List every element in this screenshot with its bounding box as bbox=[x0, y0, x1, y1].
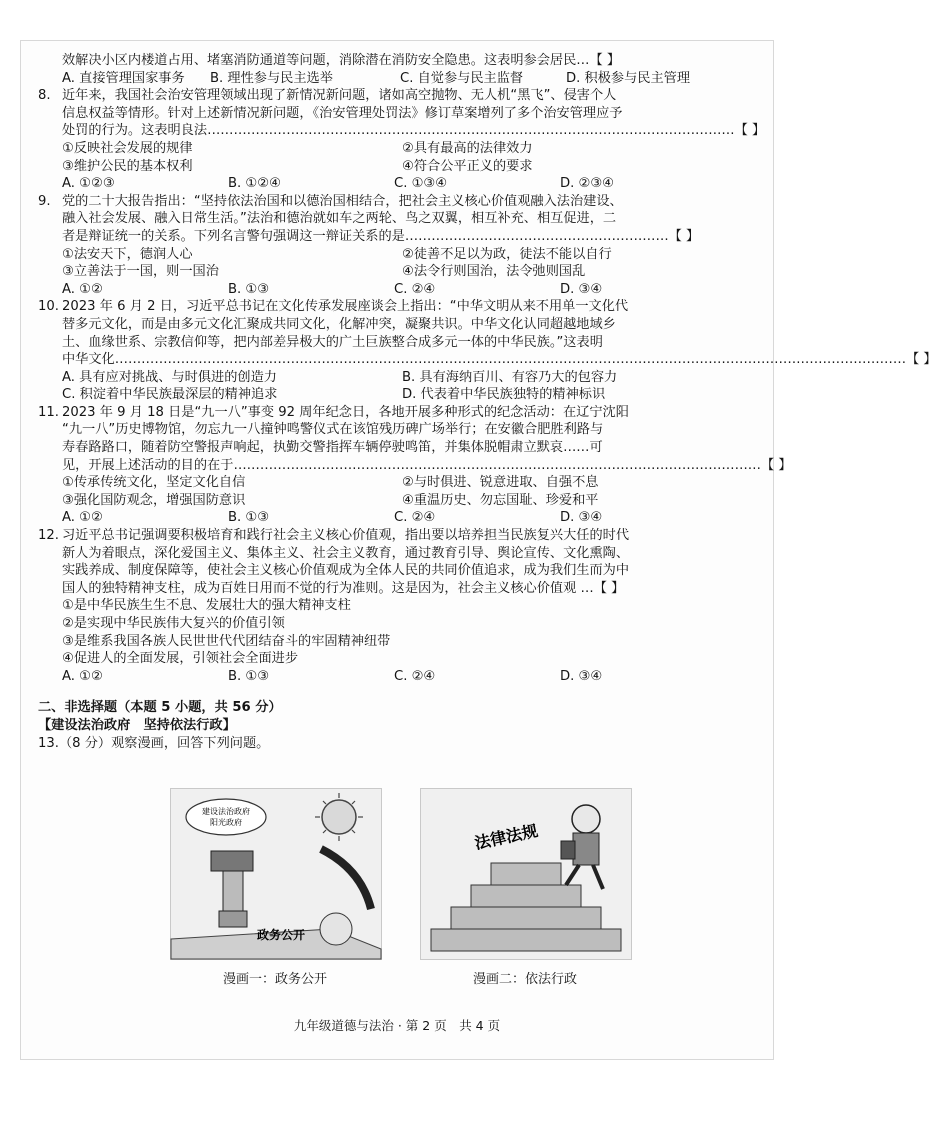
cartoon-2-caption: 漫画二：依法行政 bbox=[472, 972, 577, 987]
item: ②徒善不足以为政，徒法不能以自行 bbox=[402, 246, 612, 262]
question-number: 9. bbox=[38, 193, 51, 209]
q11-stem-line: 寿春路路口，随着防空警报声响起，执勤交警指挥车辆停驶鸣笛，并集体脱帽肃立默哀……可 bbox=[62, 440, 603, 456]
option-a: A. ①② bbox=[62, 281, 103, 297]
q10-options bbox=[38, 369, 754, 387]
q11-options bbox=[38, 509, 754, 527]
question-content bbox=[38, 52, 937, 752]
option-d: D. ③④ bbox=[560, 510, 603, 526]
option-a: A. 具有应对挑战、与时俱进的创造力 bbox=[62, 369, 277, 385]
question-number: 12. bbox=[38, 528, 59, 544]
cartoon-2-image bbox=[420, 788, 632, 960]
option-a: A. ①② bbox=[62, 668, 103, 684]
option-c: C. ②④ bbox=[394, 281, 436, 297]
svg-text:政务公开: 政务公开 bbox=[256, 928, 306, 942]
leader-dots: …………………………………………………… bbox=[207, 123, 471, 139]
man-head bbox=[572, 805, 600, 833]
q10-stem-line: 土、血缘世系、宗教信仰等，把内部差异极大的广土巨族整合成多元一体的中华民族。”这表明 bbox=[62, 334, 603, 350]
leader-dots: …………………………………………………… bbox=[233, 457, 498, 473]
leader-dots: …………………………………………………… bbox=[642, 352, 906, 368]
leader-dots: …………………………………………………… bbox=[470, 123, 735, 139]
q12-stem-line: 实践养成、制度保障等，使社会主义核心价值观成为全体人民的共同价值追求，成为我们生而为中 bbox=[62, 563, 630, 579]
item: ③是维系我国各族人民世世代代团结奋斗的牢固精神纽带 bbox=[62, 633, 391, 649]
q9-items bbox=[38, 246, 754, 264]
item: ①反映社会发展的规律 bbox=[62, 140, 193, 156]
q13-stem: 13.（8 分）观察漫画，回答下列问题。 bbox=[38, 735, 270, 751]
q8-items bbox=[38, 158, 754, 176]
q9-items bbox=[38, 263, 754, 281]
answer-bracket: 【 】 bbox=[760, 457, 792, 473]
answer-bracket: 【 】 bbox=[668, 228, 700, 244]
q7-options bbox=[38, 70, 754, 88]
item: ③维护公民的基本权利 bbox=[62, 158, 193, 174]
option-b: B. ①③ bbox=[228, 510, 270, 526]
item: ④重温历史、勿忘国耻、珍爱和平 bbox=[402, 492, 599, 508]
q9-stem: 9. 党的二十大报告指出：“坚持依法治国和以德治国相结合，把社会主义核心价值观融入法治建设、 bbox=[38, 193, 623, 209]
option-c: C. 积淀着中华民族最深层的精神追求 bbox=[62, 387, 278, 403]
question-number: 11. bbox=[38, 404, 59, 420]
item: ②是实现中华民族伟大复兴的价值引领 bbox=[62, 616, 285, 631]
item: ④促进人的全面发展，引领社会全面进步 bbox=[62, 651, 299, 667]
q12-stem-line: 新人为着眼点，深化爱国主义、集体主义、社会主义教育，通过教育引导、舆论宣传、文化熏陶、 bbox=[62, 545, 630, 561]
option-b: B. ①②④ bbox=[228, 176, 281, 192]
option-a: A. ①② bbox=[62, 510, 103, 526]
q8-stem: 8. 近年来，我国社会治安管理领域出现了新情况新问题，诸如高空抛物、无人机“黑飞”、侵害个人 bbox=[38, 88, 617, 104]
option-c: C. 自觉参与民主监督 bbox=[400, 70, 524, 86]
q11-stem-line: “九一八”历史博物馆，勿忘九一八撞钟鸣警仪式在该馆残历碑广场举行；在安徽合肥胜利路与 bbox=[62, 422, 604, 438]
option-c: C. ②④ bbox=[394, 510, 436, 526]
item: ③强化国防观念，增强国防意识 bbox=[62, 492, 246, 508]
svg-text:法律法规: 法律法规 bbox=[472, 821, 540, 853]
q12-options bbox=[38, 668, 754, 686]
item: ③立善法于一国，则一国治 bbox=[62, 264, 219, 280]
q10-stem: 10. 2023 年 6 月 2 日，习近平总书记在文化传承发展座谈会上指出：“中华文明从来不用单一文化代 bbox=[38, 299, 629, 315]
question-number: 10. bbox=[38, 299, 59, 315]
q11-stem: 11. 2023 年 9 月 18 日是“九一八”事变 92 周年纪念日，各地开展多种形式的纪念活动：在辽宁沈阳 bbox=[38, 404, 629, 420]
leader-dots: …………………………………………………… bbox=[497, 457, 761, 473]
cartoon-1-drawing bbox=[171, 789, 381, 959]
q9-options bbox=[38, 281, 754, 299]
option-b: B. ①③ bbox=[228, 281, 270, 297]
item: ①法安天下，德润人心 bbox=[62, 246, 193, 262]
q8-stem-line: 处罚的行为。这表明良法…………………………………………………………………………………………………………【 】 bbox=[62, 123, 766, 139]
option-a: A. ①②③ bbox=[62, 176, 115, 192]
sun-icon bbox=[322, 800, 356, 834]
theme-heading: 【建设法治政府 坚持依法行政】 bbox=[38, 717, 236, 733]
leader-dots: …………………………………………………… bbox=[404, 228, 669, 244]
item: ①是中华民族生生不息、发展壮大的强大精神支柱 bbox=[62, 598, 351, 614]
option-d: D. 代表着中华民族独特的精神标识 bbox=[402, 387, 606, 403]
q8-stem-line: 信息权益等情形。针对上述新情况新问题，《治安管理处罚法》修订草案增列了多个治安管理应予 bbox=[62, 105, 623, 121]
svg-text:阳光政府: 阳光政府 bbox=[210, 818, 242, 827]
option-c: C. ②④ bbox=[394, 668, 436, 684]
svg-text:建设法治政府: 建设法治政府 bbox=[202, 807, 250, 816]
cartoon-1-caption: 漫画一：政务公开 bbox=[222, 972, 327, 987]
q12-stem-line: 国人的独特精神支柱，成为百姓日用而不觉的行为准则。这是因为，社会主义核心价值观 …【 】 bbox=[62, 580, 625, 596]
q10-options bbox=[38, 386, 754, 404]
question-number: 8. bbox=[38, 88, 51, 104]
option-d: D. ②③④ bbox=[560, 176, 615, 192]
option-d: D. 积极参与民主管理 bbox=[566, 70, 691, 86]
q8-options bbox=[38, 175, 754, 193]
q9-stem-line: 者是辩证统一的关系。下列名言警句强调这一辩证关系的是……………………………………………………【 】 bbox=[62, 228, 700, 244]
leader-dots: …………………………………………………… bbox=[114, 352, 379, 368]
leader-dots: …………………………………………………… bbox=[378, 352, 643, 368]
q11-items bbox=[38, 492, 754, 510]
answer-bracket: 【 】 bbox=[593, 580, 625, 596]
cartoon-area bbox=[170, 788, 640, 993]
item: ①传承传统文化，坚定文化自信 bbox=[62, 475, 246, 491]
q9-stem-line: 融入社会发展、融入日常生活。”法治和德治就如车之两轮、鸟之双翼，相互补充、相互促进，二 bbox=[62, 211, 617, 227]
answer-bracket: 【 】 bbox=[906, 352, 937, 368]
cartoon-1-image bbox=[170, 788, 382, 960]
speech-bubble bbox=[186, 799, 266, 835]
item: ④法令行则国治，法令弛则国乱 bbox=[402, 264, 586, 280]
option-b: B. ①③ bbox=[228, 668, 270, 684]
page-footer: 九年级道德与法治 · 第 2 页 共 4 页 bbox=[293, 1018, 501, 1033]
item: ②与时俱进、锐意进取、自强不息 bbox=[402, 475, 599, 491]
cartoon-2-drawing bbox=[421, 789, 631, 959]
option-b: B. 理性参与民主选举 bbox=[210, 70, 333, 86]
answer-bracket: 【 】 bbox=[734, 123, 766, 139]
q8-items bbox=[38, 140, 754, 158]
answer-bracket: 【 】 bbox=[589, 53, 621, 68]
option-a: A. 直接管理国家事务 bbox=[62, 70, 185, 86]
q12-stem: 12. 习近平总书记强调要积极培育和践行社会主义核心价值观，指出要以培养担当民族复兴大任的时代 bbox=[38, 528, 630, 544]
briefcase-icon bbox=[561, 841, 575, 859]
option-d: D. ③④ bbox=[560, 281, 603, 297]
q11-stem-line: 见，开展上述活动的目的在于…………………………………………………………………………………………………………【 】 bbox=[62, 457, 792, 473]
q10-stem-line: 中华文化………………………………………………………………………………………………………………………………………………………………【 】 bbox=[62, 352, 937, 368]
option-b: B. 具有海纳百川、有容乃大的包容力 bbox=[402, 369, 618, 385]
q11-items bbox=[38, 474, 754, 492]
q10-stem-line: 替多元文化，而是由多元文化汇聚成共同文化，化解冲突，凝聚共识。中华文化认同超越地域乡 bbox=[62, 316, 616, 332]
option-c: C. ①③④ bbox=[394, 176, 448, 192]
option-d: D. ③④ bbox=[560, 668, 603, 684]
item: ④符合公平正义的要求 bbox=[402, 158, 533, 174]
q7-stem: 效解决小区内楼道占用、堵塞消防通道等问题，消除潜在消防安全隐患。这表明参会居民…【 】 bbox=[62, 53, 621, 68]
section-heading: 二、非选择题（本题 5 小题，共 56 分） bbox=[38, 700, 282, 716]
item: ②具有最高的法律效力 bbox=[402, 140, 533, 156]
